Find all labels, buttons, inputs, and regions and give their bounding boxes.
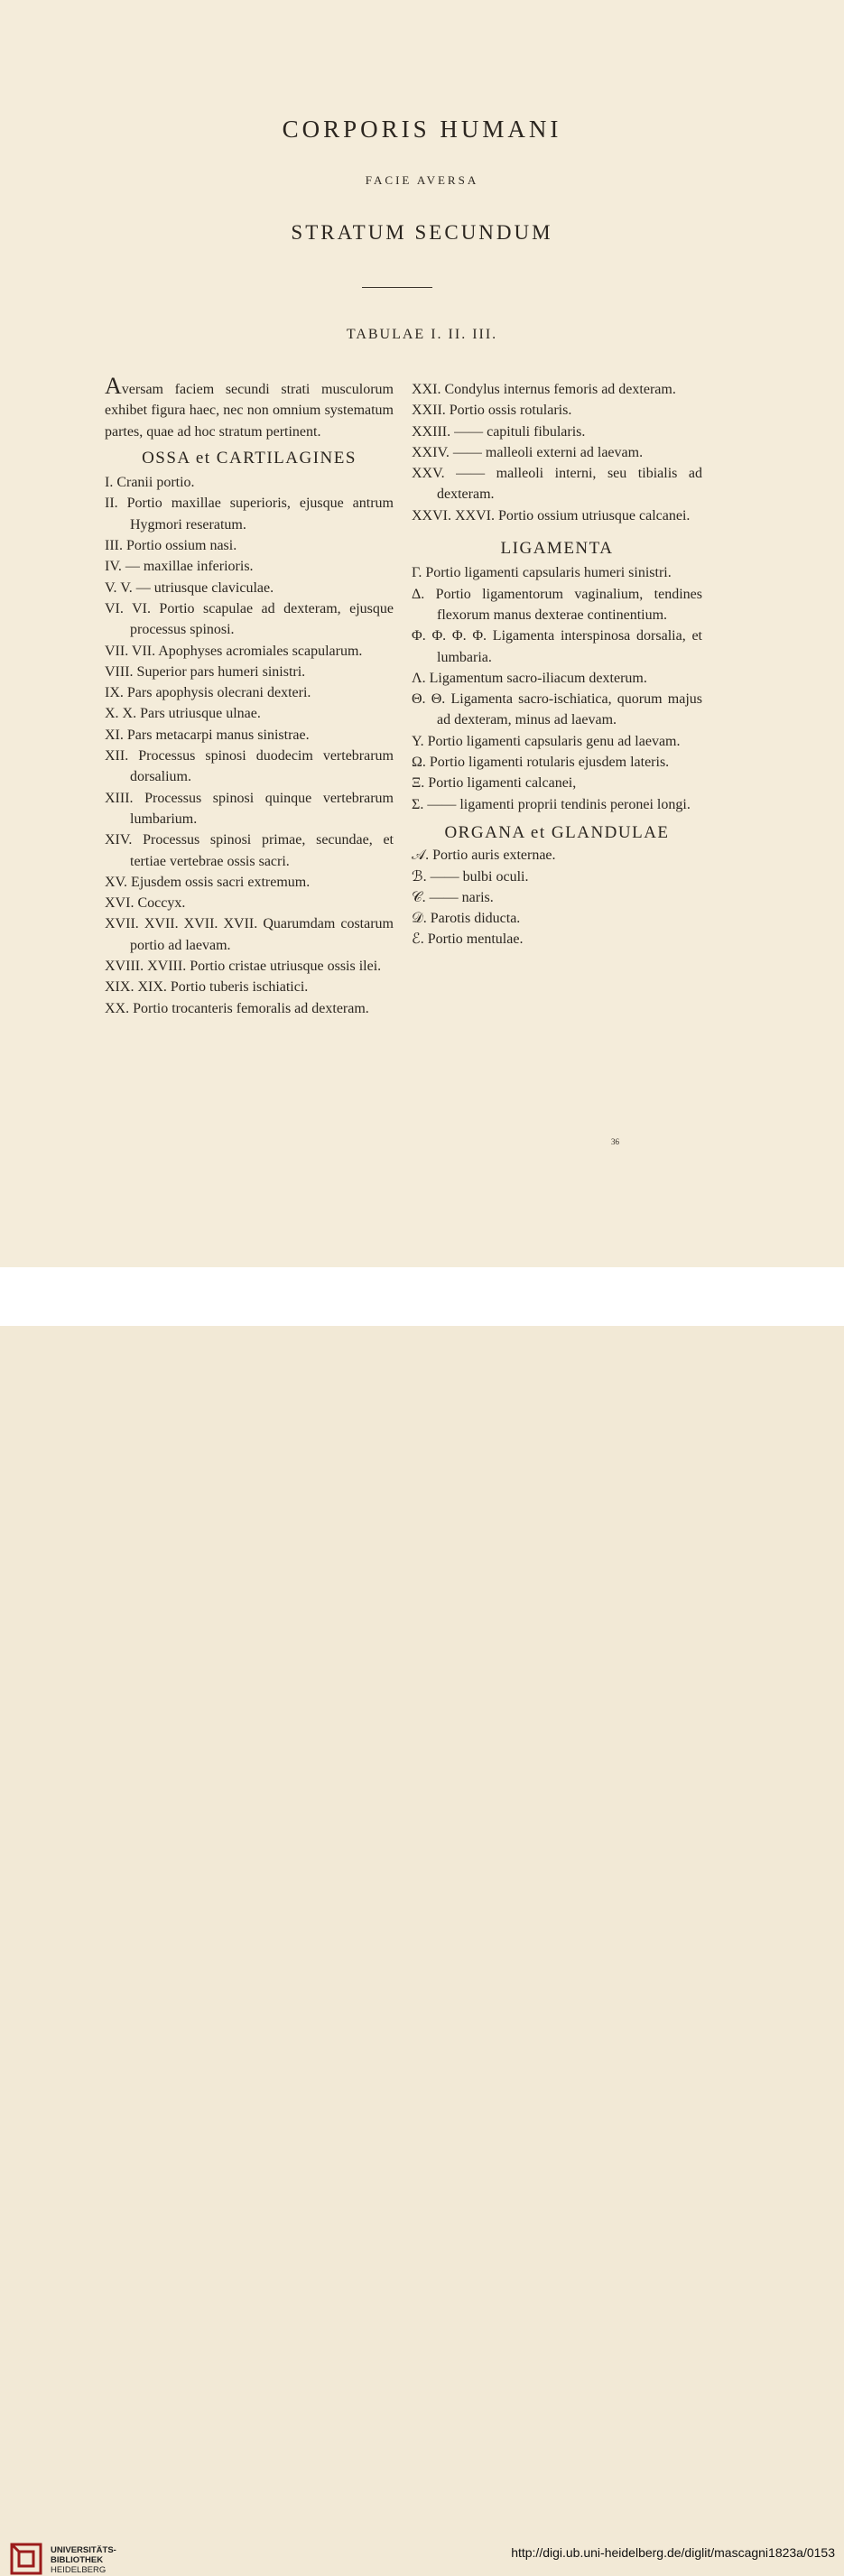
- ligamenta-item: Υ. Portio ligamenti capsularis genu ad laevam.: [412, 733, 681, 749]
- permalink-url[interactable]: http://digi.ub.uni-heidelberg.de/diglit/mascagni1823a/0153: [511, 2545, 835, 2560]
- left-column: [105, 373, 394, 1019]
- organa-item: 𝒜. Portio auris externae.: [412, 848, 556, 864]
- ligamenta-item: Ξ. Portio ligamenti calcanei,: [412, 775, 577, 792]
- ossa-item: XXI. Condylus internus femoris ad dexteram.: [412, 382, 676, 397]
- organa-heading: ORGANA et GLANDULAE: [444, 822, 670, 842]
- ossa-item: XXV. —— malleoli interni, seu tibialis ad dexteram.: [412, 466, 702, 503]
- ligamenta-item: Γ. Portio ligamenti capsularis humeri sinistri.: [412, 565, 672, 581]
- ligamenta-item: Δ. Portio ligamentorum vaginalium, tendines flexorum manus dexterae continentium.: [412, 586, 702, 623]
- ossa-item: XXVI. XXVI. Portio ossium utriusque calcanei.: [412, 507, 691, 524]
- organa-item: ℬ. —— bulbi oculi.: [412, 868, 529, 885]
- library-name-line: UNIVERSITÄTS-: [51, 2545, 116, 2555]
- ossa-item: I. Cranii portio.: [105, 475, 195, 491]
- library-name: [51, 2545, 116, 2575]
- ligamenta-item: Θ. Θ. Ligamenta sacro-ischiatica, quorum majus ad dexteram, minus ad laevam.: [412, 691, 702, 728]
- book-page: [0, 0, 844, 1267]
- viewer-footer: [0, 1267, 844, 2575]
- stratum-title: STRATUM SECUNDUM: [291, 221, 553, 244]
- ligamenta-item: Σ. —— ligamenti proprii tendinis peronei longi.: [412, 796, 691, 812]
- ligamenta-item: Φ. Φ. Φ. Φ. Ligamenta interspinosa dorsalia, et lumbaria.: [412, 628, 702, 665]
- page-subtitle: FACIE AVERSA: [365, 173, 479, 187]
- organa-item: 𝒟. Parotis diducta.: [412, 911, 521, 927]
- organa-item: 𝒞. —— naris.: [412, 889, 494, 905]
- ligamenta-heading: LIGAMENTA: [500, 539, 614, 559]
- ossa-item: IV. — maxillae inferioris.: [105, 559, 254, 575]
- ossa-item: XII. Processus spinosi duodecim vertebrarum dorsalium.: [105, 748, 394, 785]
- ossa-item: III. Portio ossium nasi.: [105, 538, 237, 554]
- ossa-item: X. X. Pars utriusque ulnae.: [105, 706, 261, 722]
- ossa-item: V. V. — utriusque claviculae.: [105, 579, 274, 596]
- drop-initial: A: [105, 373, 122, 399]
- ossa-item: XXIV. —— malleoli externi ad laevam.: [412, 444, 644, 460]
- tabulae-heading: TABULAE I. II. III.: [346, 327, 498, 342]
- intro-text: versam faciem secundi strati musculorum exhibet figura haec, nec non omnium systematum partes, quae ad hoc stratum pertinent.: [105, 382, 394, 440]
- ossa-item: XXII. Portio ossis rotularis.: [412, 403, 572, 419]
- library-name-line: HEIDELBERG: [51, 2565, 107, 2575]
- library-logo-icon: [9, 2542, 43, 2576]
- ossa-heading: OSSA et CARTILAGINES: [142, 448, 357, 468]
- right-column: [412, 379, 702, 950]
- ligamenta-item: Ω. Portio ligamenti rotularis ejusdem lateris.: [412, 755, 670, 771]
- page-number: 36: [611, 1137, 619, 1146]
- ossa-item: VI. VI. Portio scapulae ad dexteram, ejusque processus spinosi.: [105, 600, 394, 638]
- ossa-item: XVII. XVII. XVII. XVII. Quarumdam costarum portio ad laevam.: [105, 916, 394, 953]
- intro-paragraph: [105, 373, 394, 442]
- ossa-item: XVI. Coccyx.: [105, 895, 186, 912]
- ossa-item: XIII. Processus spinosi quinque vertebrarum lumbarium.: [105, 790, 394, 827]
- library-name-line: BIBLIOTHEK: [51, 2555, 104, 2565]
- ligamenta-item: Λ. Ligamentum sacro-iliacum dexterum.: [412, 670, 647, 686]
- ossa-item: XX. Portio trocanteris femoralis ad dexteram.: [105, 1000, 369, 1016]
- ossa-item: VIII. Superior pars humeri sinistri.: [105, 663, 306, 680]
- ossa-item: II. Portio maxillae superioris, ejusque antrum Hygmori reseratum.: [105, 496, 394, 533]
- ossa-item: XVIII. XVIII. Portio cristae utriusque ossis ilei.: [105, 959, 382, 975]
- organa-item: ℰ. Portio mentulae.: [412, 931, 524, 948]
- ossa-item: XV. Ejusdem ossis sacri extremum.: [105, 874, 311, 890]
- page-title: CORPORIS HUMANI: [282, 116, 562, 143]
- ossa-item: IX. Pars apophysis olecrani dexteri.: [105, 685, 311, 701]
- ossa-item: VII. VII. Apophyses acromiales scapularum.: [105, 643, 363, 659]
- ossa-item: XXIII. —— capituli fibularis.: [412, 423, 586, 440]
- title-divider: [362, 287, 432, 288]
- ossa-item: XI. Pars metacarpi manus sinistrae.: [105, 727, 310, 743]
- ossa-item: XIX. XIX. Portio tuberis ischiatici.: [105, 979, 309, 996]
- ossa-item: XIV. Processus spinosi primae, secundae, et tertiae vertebrae ossis sacri.: [105, 832, 394, 869]
